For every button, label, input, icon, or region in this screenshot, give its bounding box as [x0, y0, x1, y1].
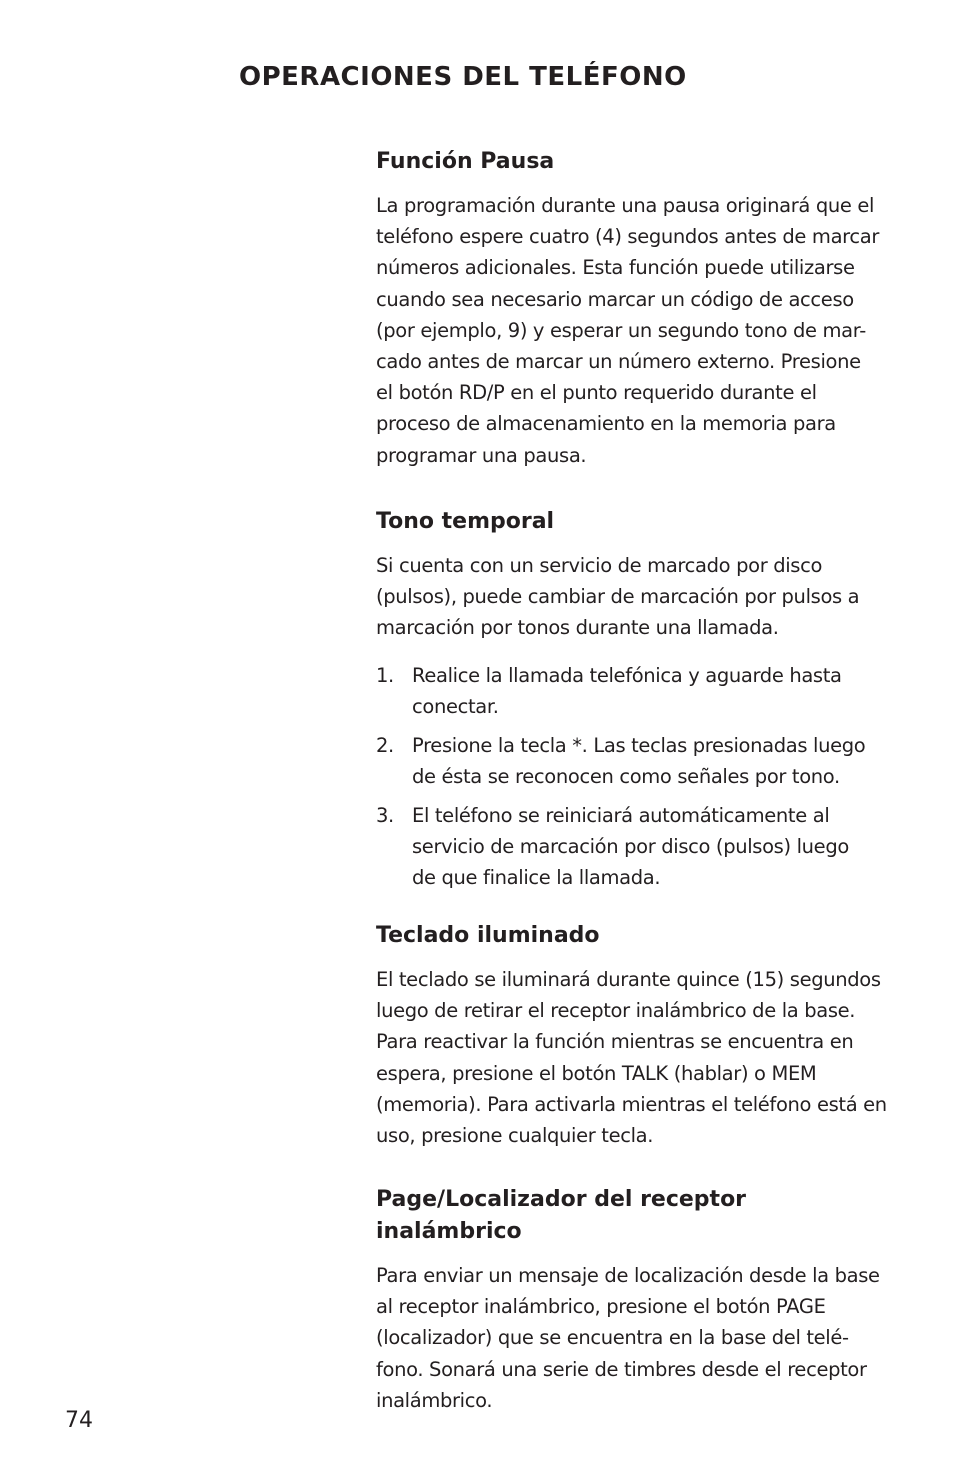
- text-line: luego de retirar el receptor inalámbrico de la base.: [376, 999, 856, 1023]
- text-line: espera, presione el botón TALK (hablar) o MEM: [376, 1061, 817, 1085]
- step-number: 3.: [376, 803, 394, 827]
- text-line: servicio de marcación por disco (pulsos) luego: [412, 834, 849, 858]
- text-line: Si cuenta con un servicio de marcado por disco: [376, 554, 823, 577]
- text-line: Realice la llamada telefónica y aguarde hasta: [412, 663, 842, 687]
- text-line: La programación durante una pausa originará que el: [376, 194, 875, 217]
- list-item: [376, 730, 902, 792]
- section-heading: [376, 1184, 902, 1248]
- text-line: inalámbrico.: [376, 1388, 493, 1412]
- page-title: OPERACIONES DEL TELÉFONO: [239, 62, 687, 92]
- section-tono-temporal: [376, 506, 902, 901]
- text-line: teléfono espere cuatro (4) segundos antes de marcar: [376, 225, 880, 249]
- step-number: 2.: [376, 733, 394, 757]
- section-heading: Tono temporal: [376, 509, 555, 534]
- text-line: Para enviar un mensaje de localización desde la base: [376, 1264, 880, 1287]
- step-number: 1.: [376, 663, 394, 687]
- section-page-localizador: [376, 1184, 902, 1416]
- text-line: uso, presione cualquier tecla.: [376, 1124, 654, 1148]
- heading-line: inalámbrico: [376, 1219, 522, 1244]
- list-item: [376, 660, 902, 722]
- text-line: el botón RD/P en el punto requerido durante el: [376, 381, 817, 405]
- text-line: (por ejemplo, 9) y esperar un segundo tono de mar-: [376, 318, 866, 342]
- list-item: [376, 800, 902, 893]
- steps-list: [376, 660, 902, 893]
- text-line: El teclado se iluminará durante quince (15) segundos: [376, 968, 881, 991]
- text-line: Para reactivar la función mientras se encuentra en: [376, 1030, 854, 1054]
- section-funcion-pausa: [376, 146, 902, 471]
- text-line: Presione la tecla *. Las teclas presionadas luego: [412, 733, 866, 757]
- text-line: al receptor inalámbrico, presione el botón PAGE: [376, 1295, 826, 1319]
- text-line: fono. Sonará una serie de timbres desde el receptor: [376, 1357, 867, 1381]
- text-line: programar una pausa.: [376, 443, 587, 467]
- text-line: de ésta se reconocen como señales por tono.: [412, 764, 840, 788]
- section-paragraph: [376, 1260, 902, 1416]
- text-line: (memoria). Para activarla mientras el teléfono está en: [376, 1092, 887, 1116]
- section-paragraph: [376, 550, 902, 644]
- text-line: marcación por tonos durante una llamada.: [376, 616, 779, 640]
- text-line: cado antes de marcar un número externo. Presione: [376, 350, 861, 374]
- heading-line: Page/Localizador del receptor: [376, 1187, 747, 1212]
- section-paragraph: [376, 190, 902, 471]
- text-line: (localizador) que se encuentra en la base del telé-: [376, 1326, 849, 1350]
- text-line: (pulsos), puede cambiar de marcación por pulsos a: [376, 585, 860, 609]
- section-paragraph: [376, 964, 902, 1151]
- section-heading: Teclado iluminado: [376, 923, 600, 948]
- text-line: proceso de almacenamiento en la memoria para: [376, 412, 836, 436]
- text-line: conectar.: [412, 694, 499, 718]
- text-line: números adicionales. Esta función puede utilizarse: [376, 256, 855, 280]
- section-teclado-iluminado: [376, 920, 902, 1151]
- page-number: 74: [65, 1408, 93, 1433]
- text-line: El teléfono se reiniciará automáticamente al: [412, 803, 830, 827]
- text-line: cuando sea necesario marcar un código de acceso: [376, 287, 854, 311]
- section-heading: Función Pausa: [376, 149, 555, 174]
- text-line: de que finalice la llamada.: [412, 865, 661, 889]
